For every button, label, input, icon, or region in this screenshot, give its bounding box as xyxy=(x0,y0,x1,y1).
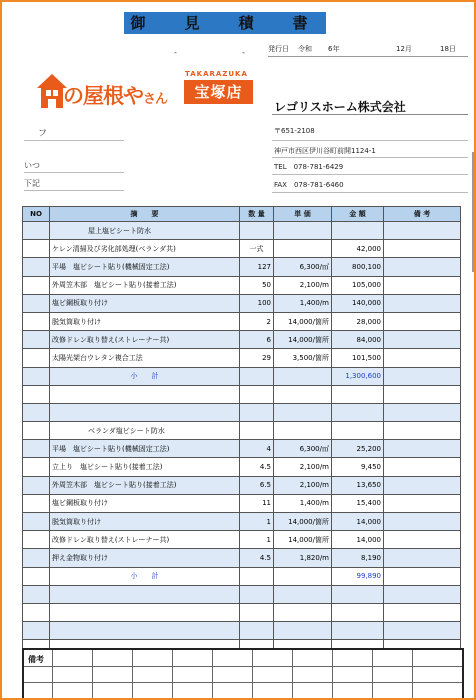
row-amount-cell: 84,000 xyxy=(332,331,384,349)
row-item-cell: 小 計 xyxy=(50,567,240,585)
table-row xyxy=(23,531,461,549)
row-qty-cell xyxy=(240,622,274,640)
table-row xyxy=(23,349,461,367)
row-item-cell: ベランダ塩ビシート防水 xyxy=(50,422,240,440)
col-header-amount: 金 額 xyxy=(332,207,384,222)
row-no-cell xyxy=(23,531,50,549)
company-address: 神戸市西区伊川谷町前開1124-1 xyxy=(274,147,376,155)
row-qty-cell xyxy=(240,222,274,240)
row-note-cell xyxy=(384,476,461,494)
table-row xyxy=(23,240,461,258)
below-line xyxy=(24,190,124,191)
col-header-qty: 数 量 xyxy=(240,207,274,222)
row-no-cell xyxy=(23,603,50,621)
row-no-cell xyxy=(23,476,50,494)
row-qty-cell xyxy=(240,385,274,403)
row-amount-cell: 101,500 xyxy=(332,349,384,367)
row-unit-price-cell: 6,300/㎡ xyxy=(274,258,332,276)
row-item-cell: 平場 塩ビシート貼り(機械固定工法) xyxy=(50,440,240,458)
issue-date-era: 令和 xyxy=(298,45,312,53)
company-fax: FAX 078-781-6460 xyxy=(274,181,344,189)
row-note-cell xyxy=(384,294,461,312)
row-item-cell: 小 計 xyxy=(50,367,240,385)
row-item-cell xyxy=(50,622,240,640)
row-item-cell xyxy=(50,585,240,603)
row-item-cell: 外周笠木部 塩ビシート貼り(接着工法) xyxy=(50,276,240,294)
when-line xyxy=(24,172,124,173)
table-row xyxy=(23,422,461,440)
row-item-cell: 改修ドレン取り替え(ストレーナー共) xyxy=(50,531,240,549)
table-row xyxy=(23,367,461,385)
row-note-cell xyxy=(384,222,461,240)
row-amount-cell xyxy=(332,222,384,240)
row-qty-cell: 29 xyxy=(240,349,274,367)
addressee-line xyxy=(24,140,124,141)
row-amount-cell: 140,000 xyxy=(332,294,384,312)
row-amount-cell: 14,000 xyxy=(332,513,384,531)
row-unit-price-cell: 14,000/箇所 xyxy=(274,312,332,330)
row-qty-cell: 6 xyxy=(240,331,274,349)
company-underline xyxy=(272,114,468,115)
company-tel: TEL 078-781-6429 xyxy=(274,163,344,171)
company-name: レゴリスホーム株式会社 xyxy=(274,100,406,114)
row-item-cell: 脱気筒取り付け xyxy=(50,312,240,330)
row-amount-cell: 105,000 xyxy=(332,276,384,294)
row-unit-price-cell xyxy=(274,385,332,403)
row-item-cell: 押え金物取り付け xyxy=(50,549,240,567)
notes-rule xyxy=(24,682,462,683)
row-no-cell xyxy=(23,258,50,276)
row-unit-price-cell: 3,500/箇所 xyxy=(274,349,332,367)
row-qty-cell xyxy=(240,367,274,385)
row-amount-cell: 28,000 xyxy=(332,312,384,330)
row-note-cell xyxy=(384,422,461,440)
row-no-cell xyxy=(23,294,50,312)
row-no-cell xyxy=(23,349,50,367)
row-qty-cell: 6.5 xyxy=(240,476,274,494)
row-amount-cell: 800,100 xyxy=(332,258,384,276)
row-note-cell xyxy=(384,240,461,258)
row-amount-cell xyxy=(332,603,384,621)
estimate-table xyxy=(22,206,461,659)
document-title: 御 見 積 書 xyxy=(124,12,326,34)
row-note-cell xyxy=(384,258,461,276)
row-no-cell xyxy=(23,240,50,258)
table-row xyxy=(23,458,461,476)
table-row xyxy=(23,403,461,421)
row-unit-price-cell xyxy=(274,422,332,440)
issue-date-month: 12月 xyxy=(396,45,412,53)
row-unit-price-cell: 14,000/箇所 xyxy=(274,331,332,349)
row-unit-price-cell: 1,400/m xyxy=(274,294,332,312)
company-divider xyxy=(272,157,468,158)
company-divider xyxy=(272,192,468,193)
row-note-cell xyxy=(384,567,461,585)
table-row xyxy=(23,385,461,403)
row-item-cell: 外周笠木部 塩ビシート貼り(接着工法) xyxy=(50,476,240,494)
row-note-cell xyxy=(384,367,461,385)
notes-box xyxy=(22,648,464,700)
row-note-cell xyxy=(384,531,461,549)
addressee-label: フ xyxy=(38,129,48,139)
row-no-cell xyxy=(23,549,50,567)
row-amount-cell: 9,450 xyxy=(332,458,384,476)
row-qty-cell: 1 xyxy=(240,513,274,531)
row-amount-cell: 8,190 xyxy=(332,549,384,567)
row-note-cell xyxy=(384,549,461,567)
row-unit-price-cell xyxy=(274,585,332,603)
row-unit-price-cell: 2,100/m xyxy=(274,476,332,494)
table-row xyxy=(23,513,461,531)
logo-roman-text: TAKARAZUKA xyxy=(185,70,248,78)
table-row xyxy=(23,258,461,276)
row-unit-price-cell xyxy=(274,222,332,240)
row-unit-price-cell: 2,100/m xyxy=(274,276,332,294)
row-note-cell xyxy=(384,331,461,349)
table-row xyxy=(23,312,461,330)
table-row xyxy=(23,222,461,240)
row-qty-cell: 11 xyxy=(240,494,274,512)
row-qty-cell: 127 xyxy=(240,258,274,276)
row-unit-price-cell: 2,100/m xyxy=(274,458,332,476)
scrollbar[interactable] xyxy=(472,152,475,272)
row-qty-cell: 1 xyxy=(240,531,274,549)
row-no-cell xyxy=(23,422,50,440)
row-no-cell xyxy=(23,622,50,640)
row-qty-cell xyxy=(240,585,274,603)
row-unit-price-cell: 14,000/箇所 xyxy=(274,531,332,549)
row-amount-cell: 42,000 xyxy=(332,240,384,258)
row-qty-cell: 2 xyxy=(240,312,274,330)
row-item-cell: 塩ビ鋼板取り付け xyxy=(50,494,240,512)
row-item-cell: 太陽光架台ウレタン複合工法 xyxy=(50,349,240,367)
row-note-cell xyxy=(384,494,461,512)
row-qty-cell: 4.5 xyxy=(240,458,274,476)
row-item-cell: 塩ビ鋼板取り付け xyxy=(50,294,240,312)
store-logo xyxy=(27,66,257,120)
issue-date xyxy=(268,44,468,57)
table-row xyxy=(23,585,461,603)
row-qty-cell: 一式 xyxy=(240,240,274,258)
issue-date-label: 発行日 xyxy=(268,45,289,53)
row-amount-cell xyxy=(332,385,384,403)
row-unit-price-cell xyxy=(274,603,332,621)
col-header-unit-price: 単 価 xyxy=(274,207,332,222)
row-no-cell xyxy=(23,385,50,403)
row-no-cell xyxy=(23,494,50,512)
row-unit-price-cell: 1,820/m xyxy=(274,549,332,567)
row-amount-cell: 14,000 xyxy=(332,531,384,549)
table-row xyxy=(23,603,461,621)
row-note-cell xyxy=(384,458,461,476)
table-row xyxy=(23,549,461,567)
issue-date-year: 6年 xyxy=(328,45,340,53)
logo-wordmark: の屋根やさん xyxy=(63,84,168,108)
row-item-cell: 平場 塩ビシート貼り(機械固定工法) xyxy=(50,258,240,276)
notes-rule xyxy=(24,666,462,667)
row-amount-cell: 25,200 xyxy=(332,440,384,458)
row-no-cell xyxy=(23,331,50,349)
table-row xyxy=(23,331,461,349)
table-row xyxy=(23,476,461,494)
row-qty-cell xyxy=(240,422,274,440)
table-row xyxy=(23,567,461,585)
row-note-cell xyxy=(384,585,461,603)
table-row xyxy=(23,622,461,640)
row-note-cell xyxy=(384,349,461,367)
row-item-cell: 屋上塩ビシート防水 xyxy=(50,222,240,240)
row-note-cell xyxy=(384,403,461,421)
row-note-cell xyxy=(384,276,461,294)
row-qty-cell xyxy=(240,567,274,585)
row-item-cell: 改修ドレン取り替え(ストレーナー共) xyxy=(50,331,240,349)
company-postal: 〒651-2108 xyxy=(274,127,315,135)
col-header-item: 摘 要 xyxy=(50,207,240,222)
row-unit-price-cell: 14,000/箇所 xyxy=(274,513,332,531)
table-row xyxy=(23,494,461,512)
row-no-cell xyxy=(23,513,50,531)
row-note-cell xyxy=(384,513,461,531)
below-label: 下記 xyxy=(24,179,40,188)
row-amount-cell xyxy=(332,585,384,603)
row-amount-cell xyxy=(332,422,384,440)
company-divider xyxy=(272,174,468,175)
row-no-cell xyxy=(23,403,50,421)
row-no-cell xyxy=(23,276,50,294)
logo-branch-badge: 宝塚店 xyxy=(184,80,253,104)
row-unit-price-cell xyxy=(274,567,332,585)
row-amount-cell: 13,650 xyxy=(332,476,384,494)
row-amount-cell: 1,300,600 xyxy=(332,367,384,385)
row-note-cell xyxy=(384,440,461,458)
row-no-cell xyxy=(23,222,50,240)
row-item-cell: 脱気筒取り付け xyxy=(50,513,240,531)
row-qty-cell xyxy=(240,603,274,621)
row-note-cell xyxy=(384,603,461,621)
row-unit-price-cell: 6,300/㎡ xyxy=(274,440,332,458)
table-row xyxy=(23,294,461,312)
table-row xyxy=(23,276,461,294)
row-qty-cell xyxy=(240,403,274,421)
company-divider xyxy=(272,140,468,141)
col-header-note: 備 考 xyxy=(384,207,461,222)
row-qty-cell: 100 xyxy=(240,294,274,312)
notes-grid xyxy=(52,650,462,698)
row-unit-price-cell xyxy=(274,240,332,258)
row-no-cell xyxy=(23,567,50,585)
row-unit-price-cell xyxy=(274,403,332,421)
row-amount-cell xyxy=(332,622,384,640)
header-dash-left: - xyxy=(174,48,177,57)
issue-date-day: 18日 xyxy=(440,45,456,53)
row-item-cell xyxy=(50,403,240,421)
when-label: いつ xyxy=(24,161,40,170)
row-qty-cell: 4 xyxy=(240,440,274,458)
row-unit-price-cell: 1,400/m xyxy=(274,494,332,512)
row-no-cell xyxy=(23,312,50,330)
row-no-cell xyxy=(23,367,50,385)
row-no-cell xyxy=(23,440,50,458)
table-header-row xyxy=(23,207,461,222)
row-note-cell xyxy=(384,622,461,640)
col-header-no: NO xyxy=(23,207,50,222)
row-qty-cell: 50 xyxy=(240,276,274,294)
row-qty-cell: 4.5 xyxy=(240,549,274,567)
row-item-cell xyxy=(50,603,240,621)
row-amount-cell: 15,400 xyxy=(332,494,384,512)
table-row xyxy=(23,440,461,458)
notes-label: 備考 xyxy=(28,655,44,664)
row-unit-price-cell xyxy=(274,622,332,640)
row-item-cell: ケレン清掃及び劣化部処理(ベランダ共) xyxy=(50,240,240,258)
row-amount-cell: 99,890 xyxy=(332,567,384,585)
row-item-cell xyxy=(50,385,240,403)
row-unit-price-cell xyxy=(274,367,332,385)
row-no-cell xyxy=(23,458,50,476)
row-note-cell xyxy=(384,312,461,330)
row-no-cell xyxy=(23,585,50,603)
row-amount-cell xyxy=(332,403,384,421)
row-item-cell: 立上り 塩ビシート貼り(接着工法) xyxy=(50,458,240,476)
header-dash-right: - xyxy=(242,48,245,57)
row-note-cell xyxy=(384,385,461,403)
